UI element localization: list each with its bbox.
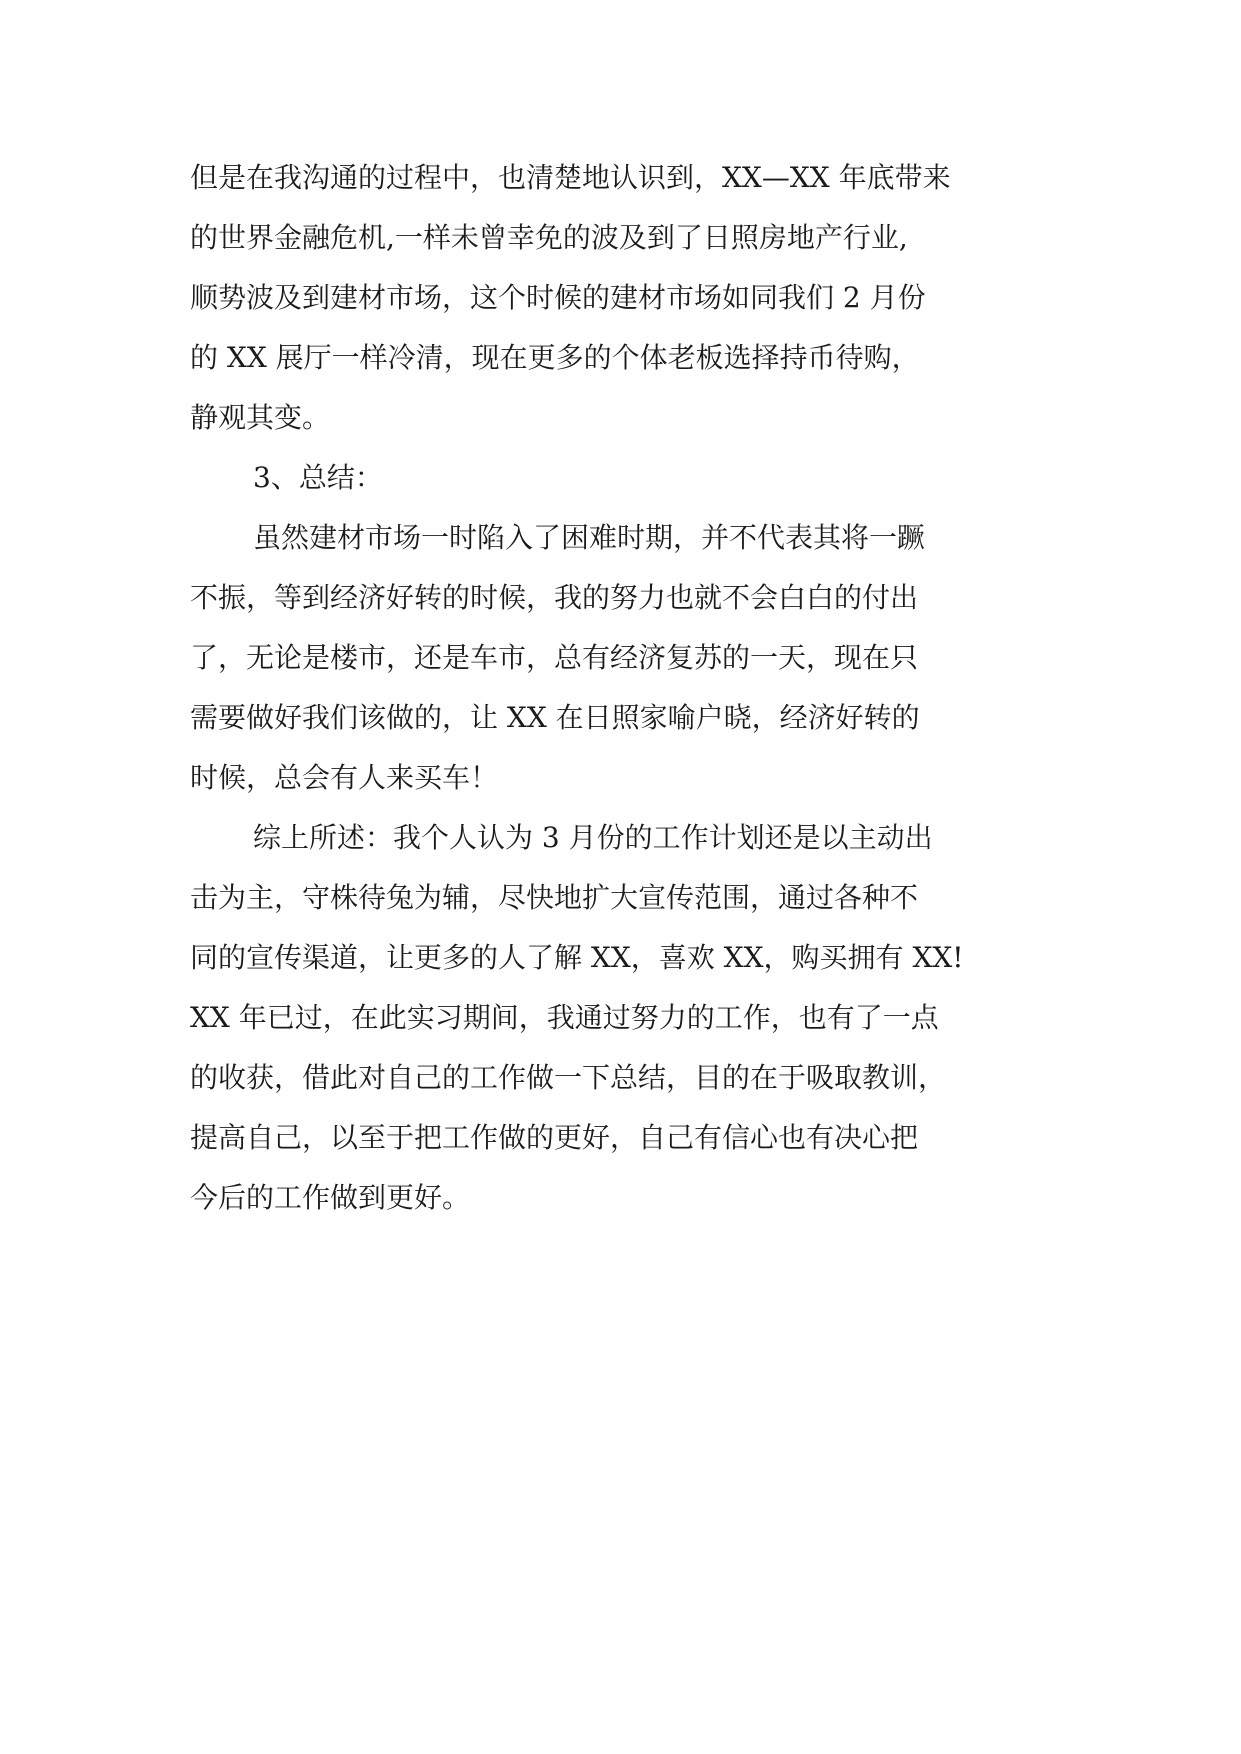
paragraph-1-line-3: 顺势波及到建材市场，这个时候的建材市场如同我们 2 月份 [190, 281, 926, 314]
paragraph-3-line-3: 同的宣传渠道，让更多的人了解 XX，喜欢 XX，购买拥有 XX! [190, 941, 964, 974]
paragraph-1-line-1: 但是在我沟通的过程中，也清楚地认识到，XX—XX 年底带来 [190, 161, 951, 194]
paragraph-1-line-5: 静观其变。 [190, 401, 331, 434]
paragraph-3-line-1: 综上所述：我个人认为 3 月份的工作计划还是以主动出 [253, 821, 933, 854]
paragraph-2-line-3: 了，无论是楼市，还是车市，总有经济复苏的一天，现在只 [190, 641, 919, 674]
paragraph-3-line-7: 今后的工作做到更好。 [190, 1181, 471, 1214]
paragraph-1-line-4: 的 XX 展厅一样冷清，现在更多的个体老板选择持币待购， [190, 341, 920, 374]
paragraph-2-line-1: 虽然建材市场一时陷入了困难时期，并不代表其将一蹶 [253, 521, 926, 554]
section-heading-summary: 3、总结： [253, 461, 383, 494]
paragraph-2-line-2: 不振，等到经济好转的时候，我的努力也就不会白白的付出 [190, 581, 919, 614]
paragraph-3-line-4: XX 年已过，在此实习期间，我通过努力的工作，也有了一点 [190, 1001, 939, 1034]
paragraph-2-line-4: 需要做好我们该做的，让 XX 在日照家喻户晓，经济好转的 [190, 701, 920, 734]
paragraph-2-line-5: 时候，总会有人来买车！ [190, 761, 499, 794]
paragraph-3-line-2: 击为主，守株待兔为辅，尽快地扩大宣传范围，通过各种不 [190, 881, 919, 914]
paragraph-3-line-5: 的收获，借此对自己的工作做一下总结，目的在于吸取教训， [190, 1061, 947, 1094]
paragraph-3-line-6: 提高自己，以至于把工作做的更好，自己有信心也有决心把 [190, 1121, 919, 1154]
paragraph-1-line-2: 的世界金融危机,一样未曾幸免的波及到了日照房地产行业, [190, 221, 908, 254]
